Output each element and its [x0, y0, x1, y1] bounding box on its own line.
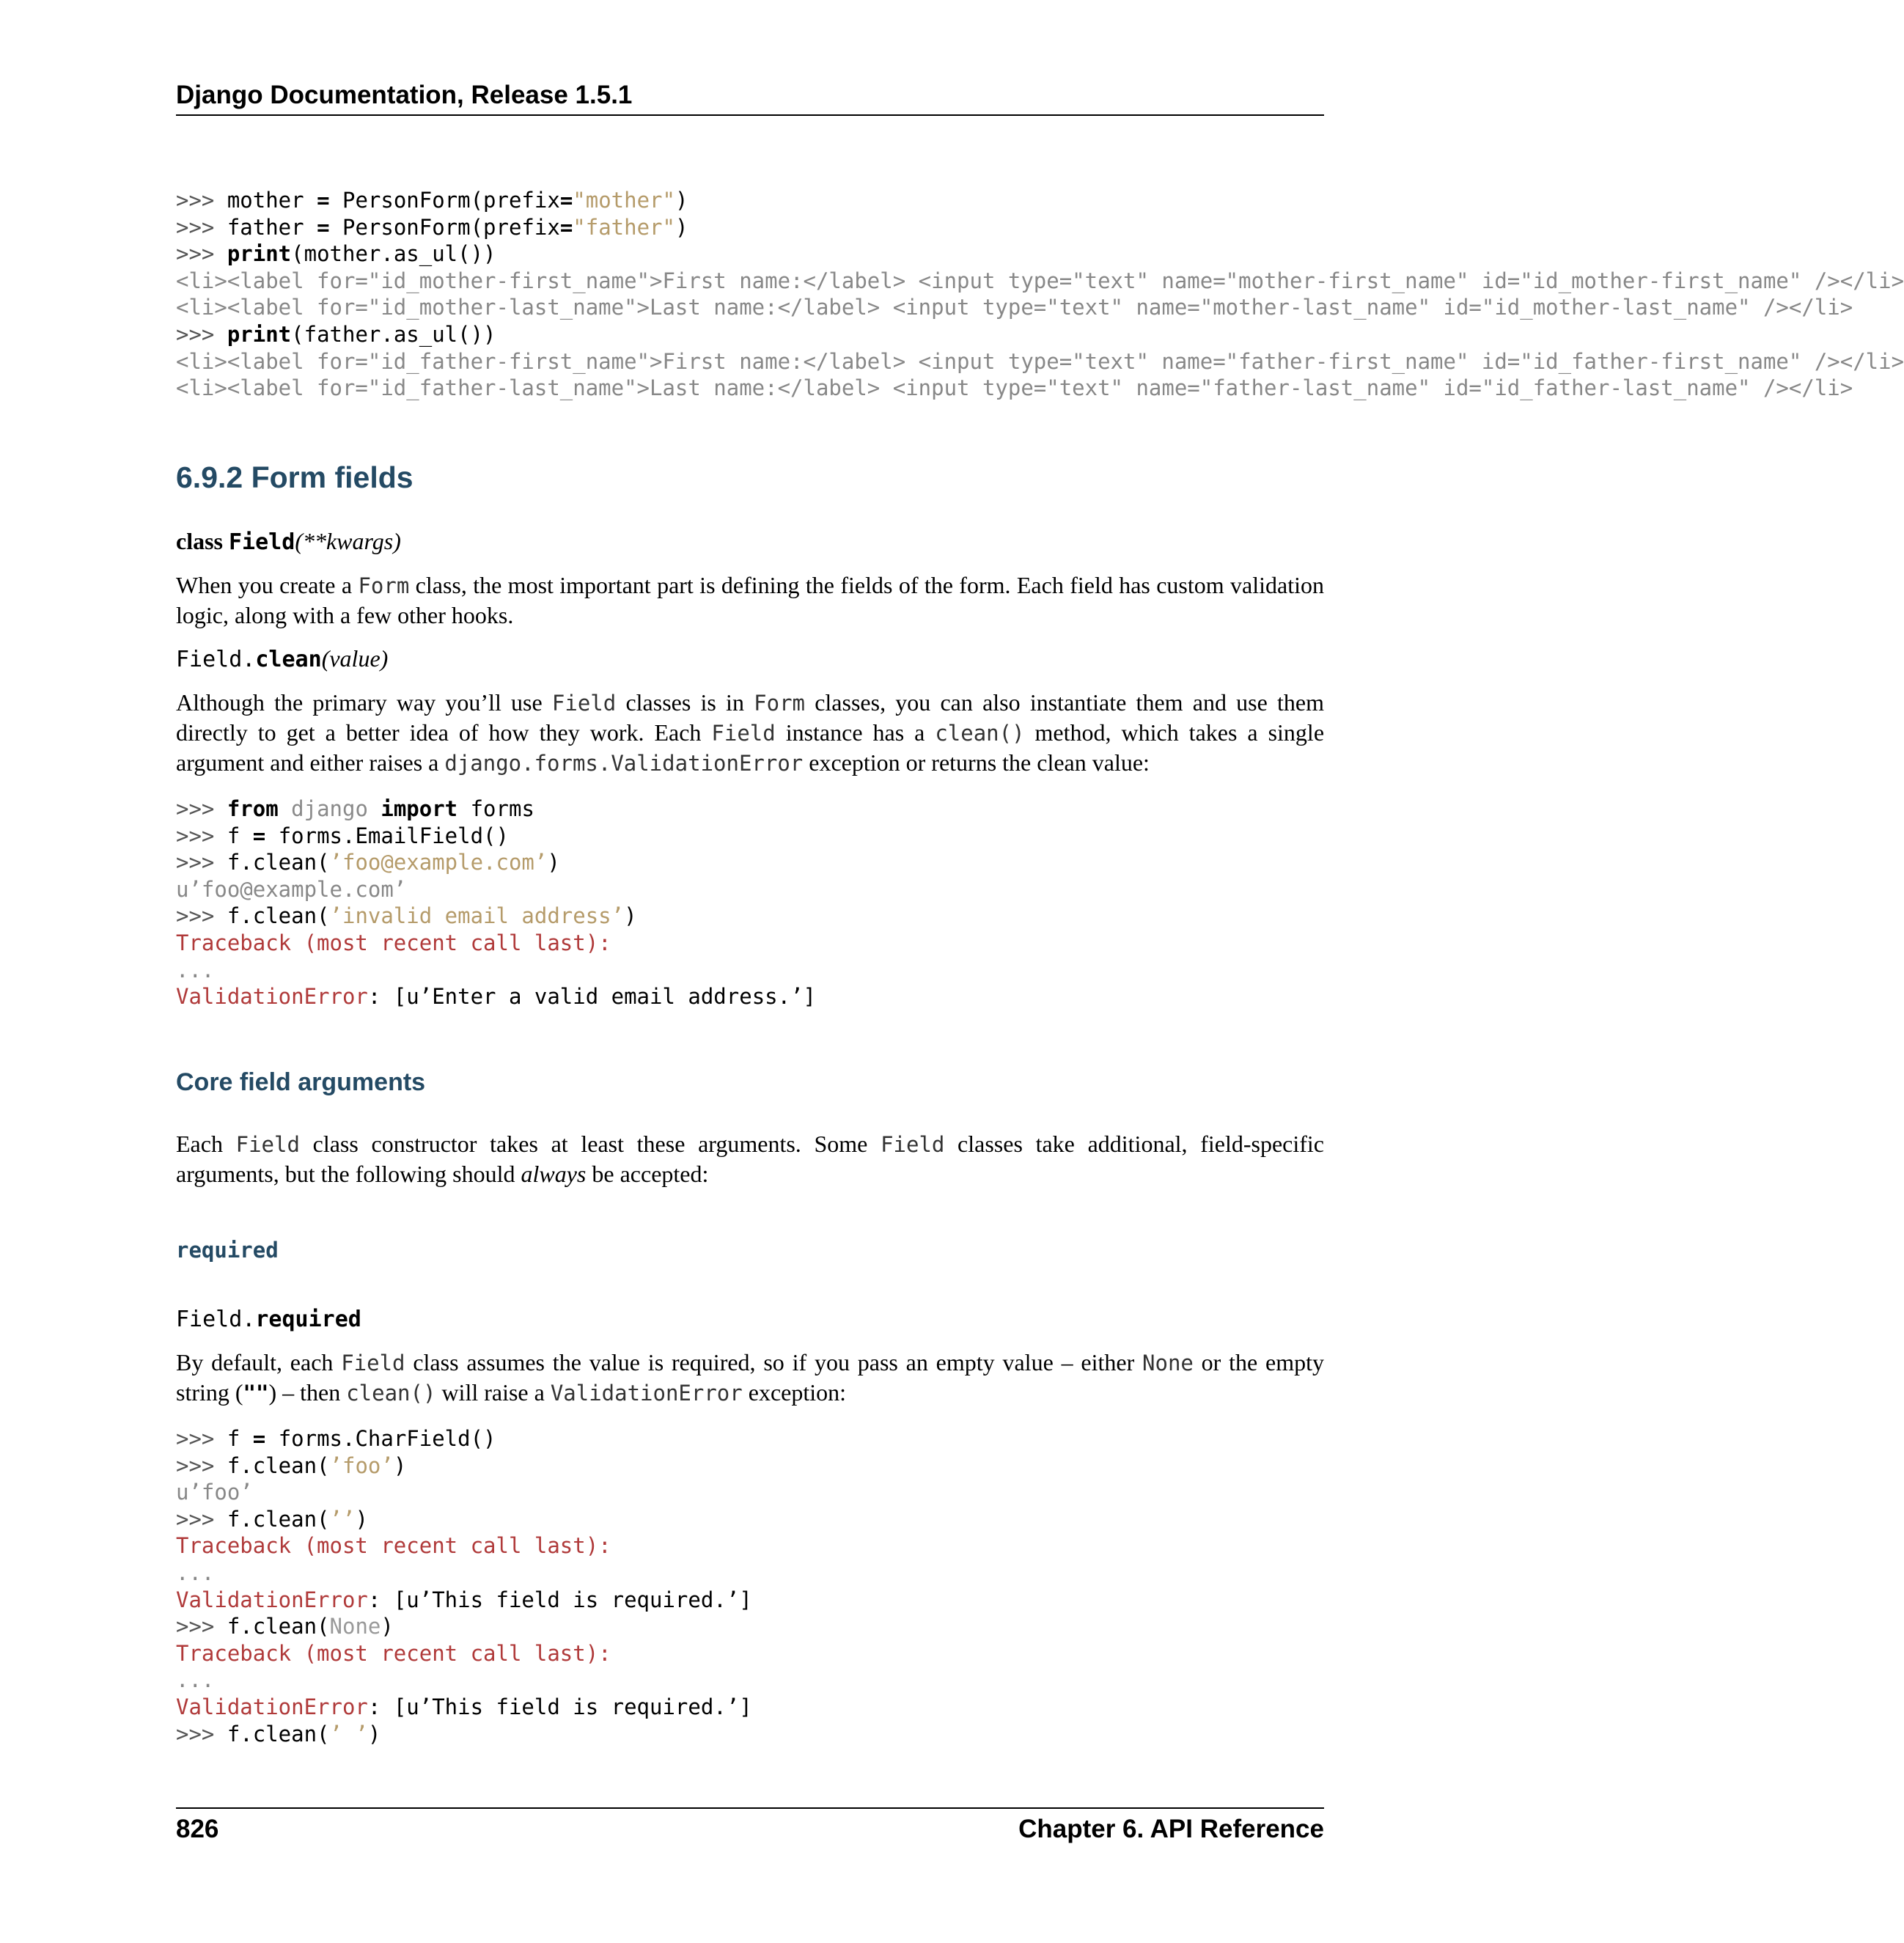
- code-token: ’’: [329, 1506, 356, 1532]
- code-token: f.clean(: [227, 1721, 330, 1747]
- method-args: (value): [321, 645, 389, 672]
- text: method, which takes a single argument and either raises a: [176, 719, 1325, 776]
- inline-code: Form: [358, 573, 410, 598]
- code-line: [176, 876, 1501, 903]
- code-token: f.clean(: [227, 1614, 330, 1639]
- inline-code: None: [1142, 1351, 1194, 1375]
- class-args: (**kwargs): [295, 528, 401, 554]
- text: classes is in: [616, 689, 754, 716]
- text: exception or returns the clean value:: [803, 749, 1150, 776]
- text: Although the primary way you’ll use: [176, 689, 552, 716]
- code-token: forms.EmailField(): [265, 823, 509, 848]
- text: or the empty string (: [176, 1349, 1325, 1406]
- code-token: =: [252, 823, 266, 848]
- code-line: [176, 1613, 1501, 1640]
- code-token: ValidationError: [176, 1694, 368, 1719]
- inline-code: Field: [341, 1351, 405, 1375]
- code-token: "father": [573, 214, 675, 240]
- inline-code: django.forms.ValidationError: [444, 751, 804, 776]
- code-line: [176, 268, 1904, 295]
- code-token: : [u’Enter a valid email address.’]: [367, 984, 816, 1010]
- code-line: [176, 187, 1501, 214]
- code-token: Traceback (most recent call last):: [176, 1640, 611, 1666]
- text: be accepted:: [586, 1161, 709, 1187]
- code-token: ...: [176, 957, 215, 982]
- code-token: >>>: [176, 1721, 227, 1747]
- code-line: [176, 1721, 1501, 1748]
- page-number: 826: [176, 1815, 219, 1843]
- code-token: ): [547, 850, 560, 875]
- code-token: =: [559, 188, 573, 213]
- code-token: ’foo@example.com’: [329, 850, 548, 875]
- code-token: =: [317, 214, 330, 240]
- code-token: >>>: [176, 1614, 227, 1639]
- code-token: >>>: [176, 241, 227, 267]
- code-token: print: [227, 321, 292, 347]
- text: will raise a: [435, 1379, 551, 1406]
- code-token: ): [367, 1721, 381, 1747]
- code-token: <li><label for="id_father-first_name">First name:</label> <input type="text" name="father-first_name" id="id_father-first_name" /></li>: [176, 348, 1904, 374]
- code-line: [176, 1640, 1501, 1667]
- code-line: [176, 983, 1501, 1010]
- header-rule: [176, 114, 1324, 116]
- code-token: >>>: [176, 1452, 227, 1478]
- code-line: [176, 1694, 1501, 1721]
- code-token: ): [355, 1506, 368, 1532]
- code-token: ’ ’: [329, 1721, 368, 1747]
- code-token: django: [278, 796, 381, 821]
- inline-code: Field: [551, 691, 617, 716]
- code-block-prefix-forms: [176, 187, 1904, 402]
- code-token: >>>: [176, 796, 227, 821]
- code-token: print: [227, 241, 292, 267]
- code-token: (father.as_ul()): [291, 321, 496, 347]
- code-token: Traceback (most recent call last):: [176, 1533, 611, 1559]
- code-token: from: [227, 796, 279, 821]
- code-token: =: [559, 214, 573, 240]
- method-signature-clean: [176, 645, 388, 672]
- attribute-name: required: [255, 1307, 361, 1332]
- code-token: ): [675, 214, 688, 240]
- class-keyword: class: [176, 528, 229, 554]
- code-token: >>>: [176, 903, 227, 929]
- code-token: =: [317, 188, 330, 213]
- method-name: clean: [255, 647, 322, 672]
- code-token: ...: [176, 1667, 215, 1693]
- code-token: : [u’This field is required.’]: [367, 1587, 752, 1612]
- text: exception:: [742, 1379, 847, 1406]
- class-name: Field: [229, 529, 295, 555]
- code-token: =: [252, 1426, 266, 1451]
- code-token: PersonForm(prefix: [329, 188, 560, 213]
- code-token: import: [381, 796, 458, 821]
- code-token: ): [393, 1452, 407, 1478]
- code-token: PersonForm(prefix: [329, 214, 560, 240]
- code-line: [176, 348, 1904, 375]
- code-token: >>>: [176, 1426, 227, 1451]
- code-token: ’invalid email address’: [329, 903, 625, 929]
- code-token: ): [675, 188, 688, 213]
- code-token: forms: [457, 796, 534, 821]
- inline-code: Field: [711, 721, 776, 746]
- code-token: ’foo’: [329, 1452, 394, 1478]
- text: classes, you can also instantiate them and use them directly to get a better idea of how they work. Each: [176, 689, 1325, 746]
- code-token: f: [227, 823, 253, 848]
- code-line: [176, 849, 1501, 876]
- code-line: [176, 1479, 1501, 1506]
- inline-code: clean(): [935, 721, 1025, 746]
- text: class assumes the value is required, so if you pass an empty value – either: [405, 1349, 1143, 1375]
- code-token: mother: [227, 188, 317, 213]
- code-token: u’foo’: [176, 1480, 253, 1505]
- code-token: ValidationError: [176, 1587, 368, 1612]
- code-token: >>>: [176, 321, 227, 347]
- attribute-class: Field.: [176, 1307, 256, 1332]
- code-line: [176, 1532, 1501, 1560]
- paragraph-field-usage: [176, 688, 1324, 778]
- code-token: u’foo@example.com’: [176, 876, 407, 902]
- paragraph-core-arguments: [176, 1129, 1324, 1189]
- code-token: >>>: [176, 214, 227, 240]
- method-class: Field.: [176, 647, 256, 672]
- code-token: (mother.as_ul()): [291, 241, 496, 267]
- code-line: [176, 294, 1853, 321]
- code-token: : [u’This field is required.’]: [367, 1694, 752, 1719]
- code-line: [176, 903, 1501, 930]
- code-token: >>>: [176, 850, 227, 875]
- paragraph-form-class: [176, 570, 1324, 630]
- code-token: f.clean(: [227, 903, 330, 929]
- code-token: f.clean(: [227, 850, 330, 875]
- class-signature: [176, 528, 401, 555]
- inline-code: Field: [235, 1132, 300, 1157]
- code-token: None: [329, 1614, 381, 1639]
- code-token: <li><label for="id_father-last_name">Last name:</label> <input type="text" name="father-last_name" id="id_father-last_name" /></li>: [176, 375, 1853, 401]
- text: class constructor takes at least these arguments. Some: [299, 1131, 881, 1157]
- text: instance has a: [775, 719, 936, 746]
- footer-chapter: Chapter 6. API Reference: [1018, 1815, 1324, 1843]
- code-token: >>>: [176, 188, 227, 213]
- text: classes take additional, field-specific arguments, but the following should: [176, 1131, 1325, 1187]
- paragraph-required-default: [176, 1348, 1324, 1408]
- code-token: ...: [176, 1560, 215, 1585]
- rubric-required: required: [176, 1238, 279, 1263]
- code-line: [176, 214, 1501, 241]
- footer-rule: [176, 1807, 1324, 1809]
- code-token: father: [227, 214, 317, 240]
- section-heading: 6.9.2 Form fields: [176, 460, 413, 494]
- code-line: [176, 1452, 1501, 1480]
- code-line: [176, 321, 1501, 348]
- code-token: Traceback (most recent call last):: [176, 930, 611, 955]
- text: ) – then: [268, 1379, 347, 1406]
- subsection-heading: Core field arguments: [176, 1068, 426, 1096]
- code-line: [176, 1506, 1501, 1533]
- code-line: [176, 1425, 1501, 1452]
- code-line: [176, 1560, 1501, 1587]
- inline-code: clean(): [346, 1381, 436, 1406]
- inline-code: ValidationError: [550, 1381, 743, 1406]
- running-header-title: Django Documentation, Release 1.5.1: [176, 81, 633, 109]
- code-line: [176, 823, 1501, 850]
- code-token: f.clean(: [227, 1452, 330, 1478]
- code-line: [176, 1667, 1501, 1694]
- inline-code: "": [243, 1381, 269, 1406]
- code-line: [176, 1587, 1501, 1614]
- emphasis: always: [521, 1161, 587, 1187]
- code-token: forms.CharField(): [265, 1426, 496, 1451]
- code-token: ): [381, 1614, 394, 1639]
- code-line: [176, 957, 1501, 984]
- code-block-email-field: [176, 796, 1501, 1010]
- code-token: "mother": [573, 188, 675, 213]
- attribute-signature-required: [176, 1305, 361, 1332]
- code-line: [176, 375, 1853, 402]
- code-token: ): [624, 903, 637, 929]
- code-token: >>>: [176, 1506, 227, 1532]
- inline-code: Form: [754, 691, 805, 716]
- code-line: [176, 930, 1501, 957]
- code-line: [176, 796, 1501, 823]
- code-token: >>>: [176, 823, 227, 848]
- code-token: f: [227, 1426, 253, 1451]
- inline-code: Field: [881, 1132, 945, 1157]
- code-block-char-field: [176, 1425, 1501, 1747]
- text: class, the most important part is defining the fields of the form. Each field has custom validation logic, along with a few other hooks.: [176, 572, 1325, 628]
- code-token: f.clean(: [227, 1506, 330, 1532]
- code-token: <li><label for="id_mother-last_name">Last name:</label> <input type="text" name="mother-last_name" id="id_mother-last_name" /></li>: [176, 295, 1853, 320]
- code-line: [176, 240, 1501, 268]
- text: When you create a: [176, 572, 359, 598]
- text: By default, each: [176, 1349, 342, 1375]
- code-token: <li><label for="id_mother-first_name">First name:</label> <input type="text" name="mother-first_name" id="id_mother-first_name" /></li>: [176, 268, 1904, 293]
- text: Each: [176, 1131, 236, 1157]
- code-token: ValidationError: [176, 984, 368, 1010]
